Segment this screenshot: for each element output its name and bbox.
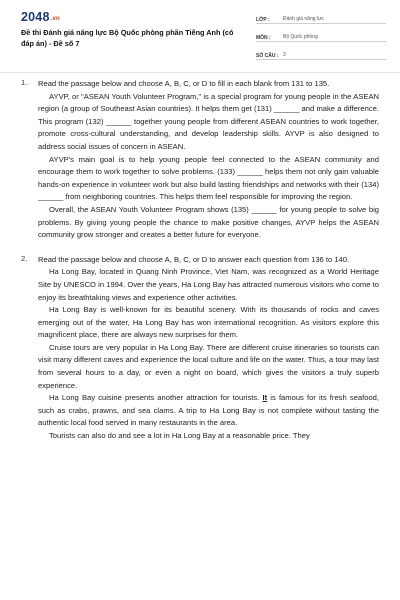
question-instruction: Read the passage below and choose A, B, C, or D to answer each question from 136 to 140. [38,254,350,264]
meta-value: Bộ Quốc phòng [283,34,318,40]
question-body [38,78,379,242]
logo-suffix: .vn [50,16,60,22]
header-divider [0,72,400,73]
meta-row-question-count [256,46,386,60]
meta-value: Đánh giá năng lực [283,16,324,22]
document-title: Đề thi Đánh giá năng lực Bộ Quốc phòng phần Tiếng Anh (có đáp án) - Đề số 7 [21,28,234,48]
passage-paragraph: Cruise tours are very popular in Ha Long Bay. There are different cruise itineraries so tourists can visit many different caves and experience the local culture and life on the water. Thus, a tour may last from several hours to a day, or even a night on board, which gives the visitors a truly superb experience. [38,342,379,390]
passage-paragraph: Tourists can also do and see a lot in Ha Long Bay at a reasonable price. They [49,431,310,441]
passage-paragraph: AYVP, or "ASEAN Youth Volunteer Program," is a special program for young people in the ASEAN region (a group of Southeast Asian countries). It helps them get (131) ______ and make a difference. This program (132) ______ together young people from different ASEAN countries to work together, promote cross-cultural understanding, and develop leadership skills. AYVP is also designed to address social issues of concern in ASEAN. [38,91,379,151]
passage-paragraph: AYVP's main goal is to help young people feel connected to the ASEAN community and encourage them to work together to solve problems. (133) ______ helps them not only gain valuable hands-on experience in volunteer work but also build lasting friendships and networks with their (134) ______ from neighboring countries. This helps them feel responsible for improving the region. [38,154,379,202]
passage-paragraph: Overall, the ASEAN Youth Volunteer Program shows (135) ______ for young people to solve big problems. By giving young people the chance to make positive changes, AYVP helps the ASEAN community grow stronger and creates a better future for everyone. [38,204,379,240]
question-2 [0,254,400,443]
meta-row-subject [256,28,386,42]
passage-paragraph [38,392,379,430]
question-body [38,254,379,443]
question-instruction: Read the passage below and choose A, B, C, or D to fill in each blank from 131 to 135. [38,79,330,88]
paragraph-text: is famous for its fresh seafood, such as crabs, prawns, and sea clams. A trip to Ha Long Bay is not complete without tasting the authentic local food served in many restaurants in the area. [38,393,379,428]
paragraph-text: Ha Long Bay cuisine presents another attraction for tourists. [49,393,260,403]
meta-value: 3 [283,52,286,58]
passage-paragraph: Ha Long Bay, located in Quang Ninh Province, Viet Nam, was recognized as a World Heritage Site by UNESCO in 1994. Over the years, Ha Long Bay has attracted numerous visitors who come to enjoy its breathtaking views and experience other activities. [38,267,379,302]
underlined-reference-word: It [262,393,268,403]
question-number: 1. [21,78,28,87]
exam-content [0,78,400,443]
passage-paragraph: Ha Long Bay is well-known for its beautiful scenery. With its thousands of rocks and caves emerging out of the water, Ha Long Bay has won international recognition. As visitors explore this magnificent place, there are always new surprises for them. [38,305,379,340]
meta-row-class [256,10,386,24]
meta-label: LỚP : [256,17,270,23]
question-1 [0,78,400,242]
logo-text: 2048 [21,10,50,24]
page-header [0,0,400,70]
site-logo[interactable] [21,10,60,24]
question-number: 2. [21,253,28,263]
exam-meta [256,10,386,64]
meta-label: MÔN : [256,35,271,41]
meta-label: SỐ CÂU : [256,53,279,59]
